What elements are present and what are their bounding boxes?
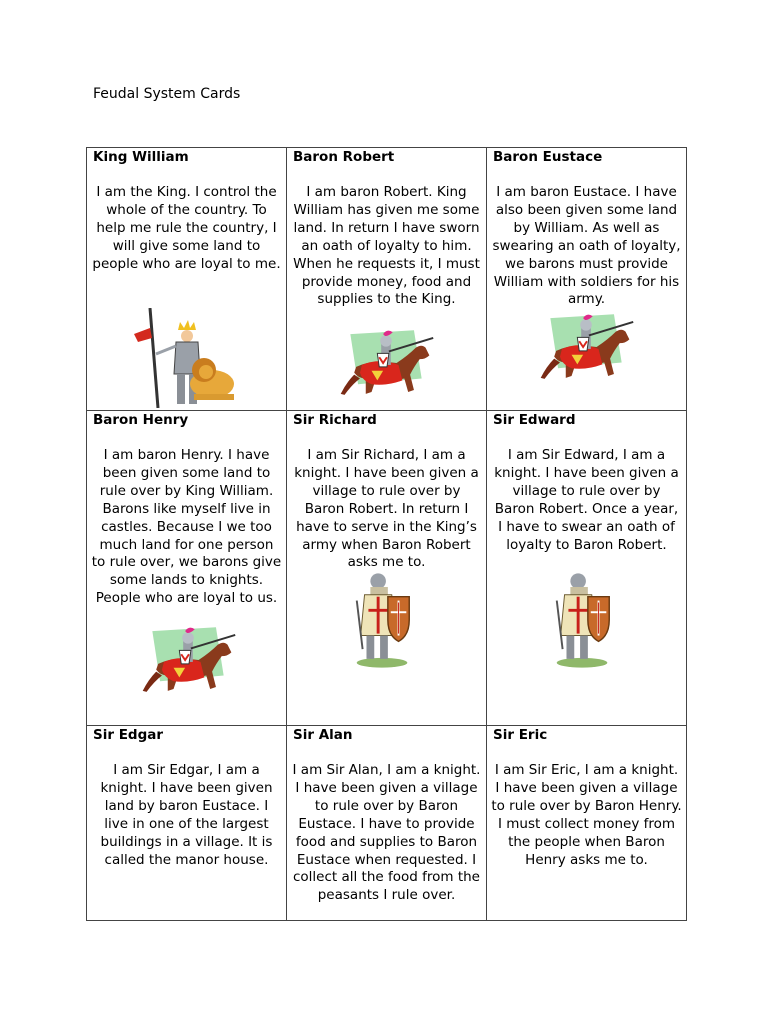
card-name: King William xyxy=(93,149,189,165)
card-baron-eustace xyxy=(487,148,687,411)
card-text: I am Sir Richard, I am a knight. I have been given a village to rule over by Baron Robert. In return I have to serve in the King’s army when Baron Robert asks me to. xyxy=(294,447,479,571)
king-with-lion-image xyxy=(127,308,239,408)
card-text: I am baron Robert. King William has given me some land. In return I have sworn an oath of loyalty to him. When he requests it, I must provide money, food and supplies to the King. xyxy=(293,184,480,308)
knight-on-horse-image xyxy=(533,312,639,384)
card-sir-edward xyxy=(487,411,687,726)
knight-on-horse-image xyxy=(135,625,241,697)
card-name: Baron Robert xyxy=(293,149,395,165)
feudal-cards-table xyxy=(86,147,687,921)
crusader-knight-image xyxy=(349,571,417,669)
card-name: Baron Eustace xyxy=(493,149,603,165)
card-name: Sir Edward xyxy=(493,412,576,428)
card-baron-robert xyxy=(287,148,487,411)
crusader-knight-image xyxy=(549,571,617,669)
card-sir-eric xyxy=(487,726,687,921)
card-sir-richard xyxy=(287,411,487,726)
card-text: I am the King. I control the whole of the country. To help me rule the country, I will give some land to people who are loyal to me. xyxy=(92,184,281,272)
card-sir-alan xyxy=(287,726,487,921)
knight-on-horse-image xyxy=(333,328,439,400)
card-name: Sir Edgar xyxy=(93,727,164,743)
card-text: I am baron Eustace. I have also been given some land by William. As well as swearing an oath of loyalty, we barons must provide William with soldiers for his army. xyxy=(492,184,681,308)
page-title: Feudal System Cards xyxy=(93,86,241,102)
card-name: Baron Henry xyxy=(93,412,189,428)
card-text: I am Sir Alan, I am a knight. I have been given a village to rule over by Baron Eustace. I have to provide food and supplies to Baron Eustace when requested. I collect all the food from the peasants I rule over. xyxy=(292,762,481,904)
card-sir-edgar xyxy=(87,726,287,921)
card-name: Sir Richard xyxy=(293,412,377,428)
card-king-william xyxy=(87,148,287,411)
card-text: I am baron Henry. I have been given some land to rule over by King William. Barons like myself live in castles. Because I we too much land for one person to rule over, we barons give some lands to knights. People who are loyal to us. xyxy=(91,447,282,607)
card-text: I am Sir Edgar, I am a knight. I have been given land by baron Eustace. I live in one of the largest buildings in a village. It is called the manor house. xyxy=(100,762,273,868)
card-text: I am Sir Edward, I am a knight. I have been given a village to rule over by Baron Robert. Once a year, I have to swear an oath of loyalty to Baron Robert. xyxy=(494,447,679,553)
card-name: Sir Eric xyxy=(493,727,548,743)
card-name: Sir Alan xyxy=(293,727,353,743)
card-text: I am Sir Eric, I am a knight. I have been given a village to rule over by Baron Henry. I must collect money from the people when Baron Henry asks me to. xyxy=(491,762,682,868)
card-baron-henry xyxy=(87,411,287,726)
